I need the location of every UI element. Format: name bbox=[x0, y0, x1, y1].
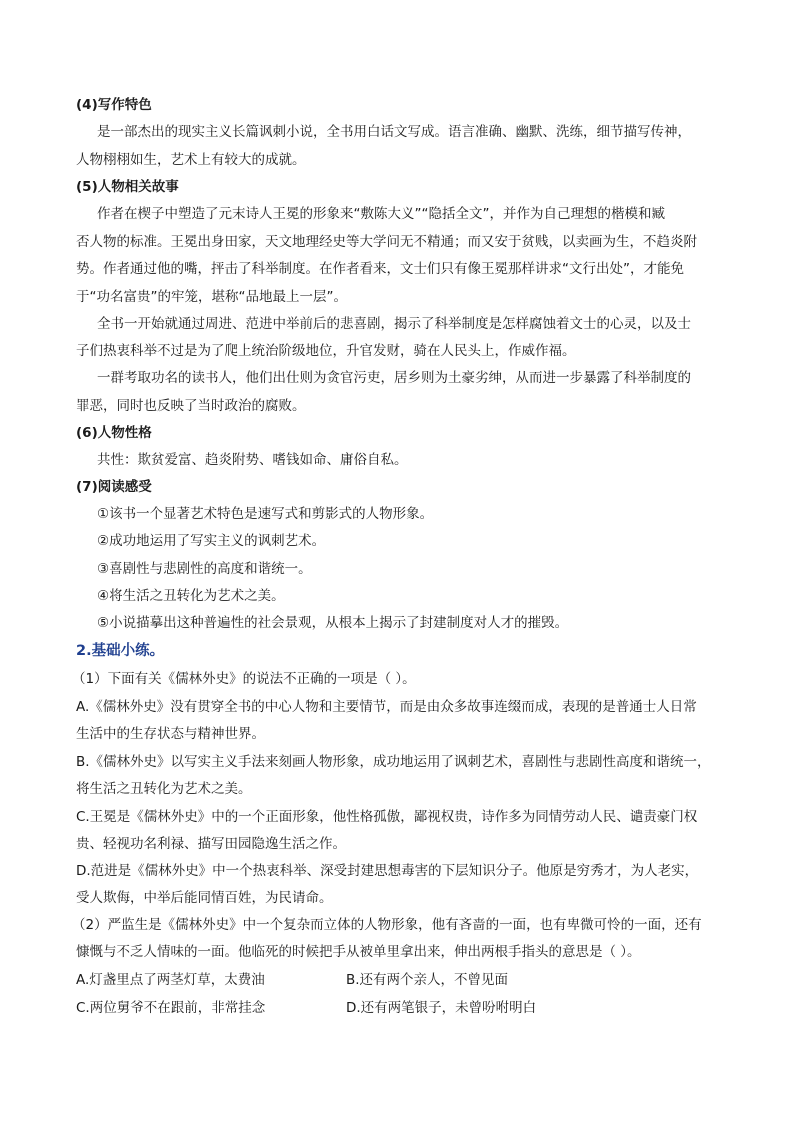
question-2-option-d: D.还有两笔银子，未曾吩咐明白 bbox=[346, 1000, 537, 1016]
reading-item: ④将生活之丑转化为艺术之美。 bbox=[97, 588, 285, 604]
question-1-option-line: A.《儒林外史》没有贯穿全书的中心人物和主要情节，而是由众多故事连缀而成，表现的是普通士人日常 bbox=[76, 699, 697, 715]
section-4-line: 是一部杰出的现实主义长篇讽刺小说，全书用白话文写成。语言准确、幽默、洗练，细节描写传神， bbox=[97, 124, 691, 140]
section-5-line: 势。作者通过他的嘴，抨击了科举制度。在作者看来，文士们只有像王冕那样讲求“文行出处”，才能免 bbox=[76, 261, 684, 277]
section-5-line: 子们热衷科举不过是为了爬上统治阶级地位，升官发财，骑在人民头上，作威作福。 bbox=[76, 343, 576, 359]
section-4-heading: (4)写作特色 bbox=[76, 97, 152, 113]
reading-item: ①该书一个显著艺术特色是速写式和剪影式的人物形象。 bbox=[97, 506, 434, 522]
question-1-option-line: 受人欺侮，中举后能同情百姓，为民请命。 bbox=[76, 890, 333, 906]
question-2-option-c: C.两位舅爷不在跟前，非常挂念 bbox=[76, 1000, 266, 1016]
section-5-line: 全书一开始就通过周进、范进中举前后的悲喜剧，揭示了科举制度是怎样腐蚀着文士的心灵，以及士 bbox=[97, 316, 691, 332]
question-2-option-a: A.灯盏里点了两茎灯草，太费油 bbox=[76, 972, 265, 988]
question-1-option-line: D.范进是《儒林外史》中一个热衷科举、深受封建思想毒害的下层知识分子。他原是穷秀才，为人老实， bbox=[76, 863, 699, 879]
section-5-line: 否人物的标准。王冕出身田家，天文地理经史等大学问无不精通；而又安于贫贱，以卖画为生，不趋炎附 bbox=[76, 234, 697, 250]
section-5-line: 一群考取功名的读书人，他们出仕则为贪官污吏，居乡则为土豪劣绅，从而进一步暴露了科举制度的 bbox=[97, 370, 691, 386]
section-4-line: 人物栩栩如生，艺术上有较大的成就。 bbox=[76, 152, 306, 168]
reading-item: ②成功地运用了写实主义的讽刺艺术。 bbox=[97, 533, 326, 549]
section-5-line: 罪恶，同时也反映了当时政治的腐败。 bbox=[76, 398, 306, 414]
practice-heading: 2.基础小练。 bbox=[76, 643, 165, 659]
question-2-option-b: B.还有两个亲人，不曾见面 bbox=[346, 972, 509, 988]
question-1-option-line: 贵、轻视功名利禄、描写田园隐逸生活之作。 bbox=[76, 836, 346, 852]
section-6-heading: (6)人物性格 bbox=[76, 425, 152, 441]
section-5-heading: (5)人物相关故事 bbox=[76, 179, 179, 195]
reading-item: ③喜剧性与悲剧性的高度和谐统一。 bbox=[97, 561, 312, 577]
section-5-line: 于“功名富贵”的牢笼，堪称“品地最上一层”。 bbox=[76, 289, 347, 305]
section-5-line: 作者在楔子中塑造了元末诗人王冕的形象来“敷陈大义”“隐括全文”，并作为自己理想的楷模和臧 bbox=[97, 206, 665, 222]
reading-item: ⑤小说描摹出这种普遍性的社会景观，从根本上揭示了封建制度对人才的摧毁。 bbox=[97, 615, 569, 631]
section-7-heading: (7)阅读感受 bbox=[76, 479, 152, 495]
question-1-option-line: 将生活之丑转化为艺术之美。 bbox=[76, 781, 252, 797]
question-1-option-line: B.《儒林外史》以写实主义手法来刻画人物形象，成功地运用了讽刺艺术，喜剧性与悲剧性高度和谐统一， bbox=[76, 754, 711, 770]
question-1-option-line: 生活中的生存状态与精神世界。 bbox=[76, 726, 265, 742]
question-2-stem: （2）严监生是《儒林外史》中一个复杂而立体的人物形象，他有吝啬的一面，也有卑微可怜的一面，还有 bbox=[72, 917, 702, 933]
question-2-stem: 慷慨与不乏人情味的一面。他临死的时候把手从被单里拿出来，伸出两根手指头的意思是（ ）。 bbox=[76, 944, 641, 960]
section-6-text: 共性：欺贫爱富、趋炎附势、嗜钱如命、庸俗自私。 bbox=[97, 452, 408, 468]
question-1-option-line: C.王冕是《儒林外史》中的一个正面形象，他性格孤傲，鄙视权贵，诗作多为同情劳动人民、谴责豪门权 bbox=[76, 809, 698, 825]
question-1-stem: （1）下面有关《儒林外史》的说法不正确的一项是（ ）。 bbox=[72, 671, 416, 687]
